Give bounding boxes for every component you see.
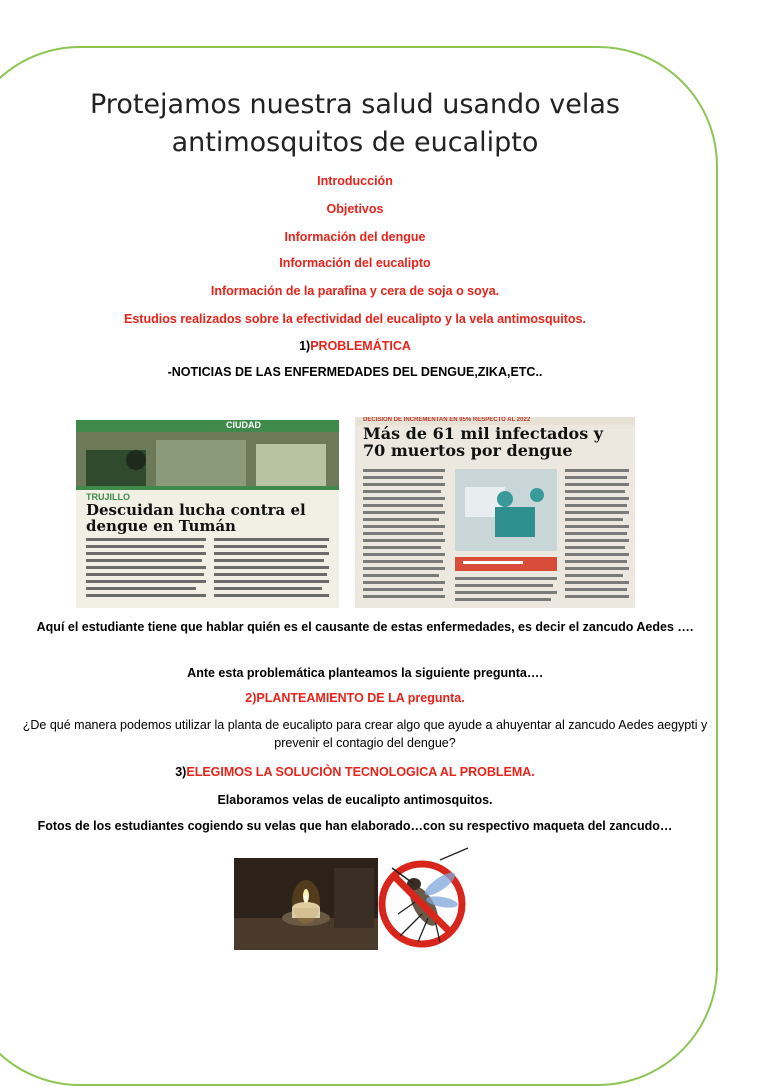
index-item-objetivos: Objetivos [326, 202, 384, 216]
index-item-dengue: Información del dengue [284, 230, 426, 244]
newspaper-1-headline: Descuidan lucha contra el dengue en Tumán [86, 501, 306, 535]
section-3-heading [0, 764, 710, 780]
section-3-number: 3) [175, 765, 187, 779]
newspaper-1-kicker: TRUJILLO [86, 492, 130, 502]
section-1-number: 1) [299, 339, 311, 353]
candle-photo [234, 858, 378, 950]
section-2-heading: 2)PLANTEAMIENTO DE LA pregunta. [245, 691, 465, 705]
index-item-parafina: Información de la parafina y cera de soja o soya. [210, 284, 500, 298]
index-item-estudios: Estudios realizados sobre la efectividad del eucalipto y la vela antimosquitos. [124, 312, 586, 326]
newspaper-clipping-tuman [76, 420, 339, 608]
news-heading: -NOTICIAS DE LAS ENFERMEDADES DEL DENGUE,ZIKA,ETC.. [167, 365, 543, 379]
index-item-eucalipto: Información del eucalipto [279, 256, 431, 270]
newspaper-1-section: CIUDAD [226, 420, 261, 430]
research-question: ¿De qué manera podemos utilizar la planta de eucalipto para crear algo que ayude a ahuyentar al zancudo Aedes aegypti y prevenir el contagio del dengue? [22, 718, 708, 750]
student-note: Aquí el estudiante tiene que hablar quién es el causante de estas enfermedades, es decir el zancudo Aedes …. [36, 620, 694, 634]
section-3-label: ELEGIMOS LA SOLUCIÒN TECNOLOGICA AL PROBLEMA. [186, 765, 535, 779]
no-mosquito-sign-icon [378, 844, 474, 950]
newspaper-clipping-dengue-stats [355, 417, 635, 608]
photos-note: Fotos de los estudiantes cogiendo su velas que han elaborado…con su respectivo maqueta del zancudo… [37, 819, 673, 833]
index-item-introduccion: Introducción [317, 174, 393, 188]
newspaper-2-kicker: DECISIÓN DE INCREMENTAN EN 95% RESPECTO AL 2022 [363, 417, 531, 423]
newspaper-2-headline: Más de 61 mil infectados y 70 muertos por dengue [363, 424, 604, 460]
solution-text: Elaboramos velas de eucalipto antimosquitos. [217, 793, 493, 807]
section-1-heading [0, 338, 710, 354]
section-1-label: PROBLEMÁTICA [310, 339, 411, 353]
page-title: Protejamos nuestra salud usando velas antimosquitos de eucalipto [90, 89, 620, 158]
question-intro: Ante esta problemática planteamos la siguiente pregunta…. [187, 666, 543, 680]
